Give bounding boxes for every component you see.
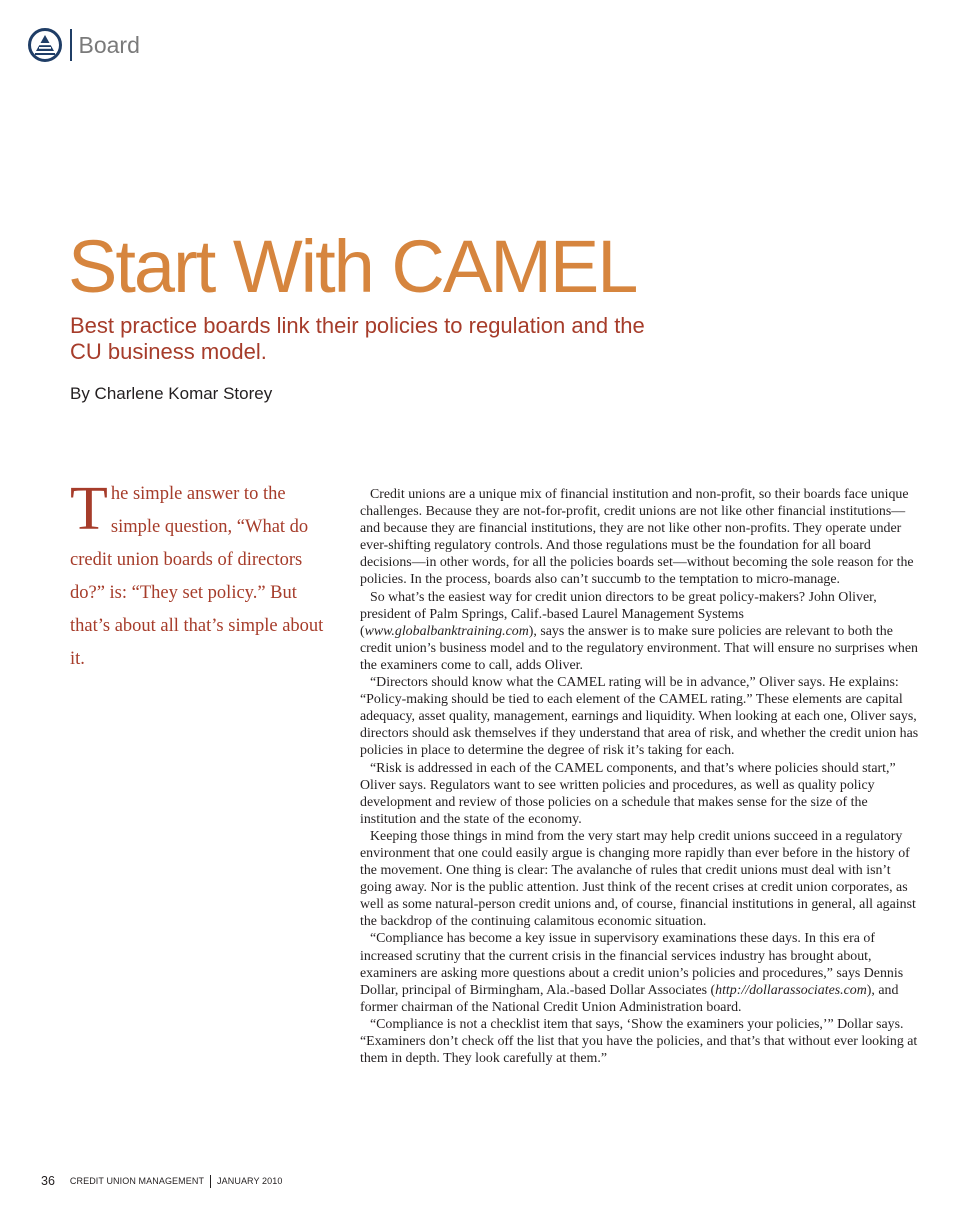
article-title: Start With CAMEL (68, 225, 637, 308)
section-label: Board (78, 31, 140, 58)
footer-divider (210, 1175, 211, 1188)
body-paragraph: “Compliance is not a checklist item that says, ‘Show the examiners your policies,’” Dollar says. “Examiners don’t check off the list that you have the policies, and that’s that without ever looking at them in depth. They look carefully at them.” (360, 1016, 918, 1067)
body-paragraph: Keeping those things in mind from the very start may help credit unions succeed in a regulatory environment that one could easily argue is changing more rapidly than ever before in the history of the movement. One thing is clear: The avalanche of rules that credit unions must deal with isn’t going away. Nor is the public attention. Just think of the recent crises at credit union corporates, as well as some natural-person credit unions and, of course, financial institutions in general, all against the backdrop of the continuing calamitous economic situation. (360, 828, 916, 930)
body-paragraph: “Compliance has become a key issue in supervisory examinations these days. In this era of increased scrutiny that the current crisis in the financial services industry has brought about, examiners are asking more questions about a credit union’s policies and procedures,” says Dennis Dollar, principal of Birmingham, Ala.-based Dollar Associates (http://dollarassociates.com), and former chairman of the National Credit Union Administration board. (360, 931, 904, 1015)
body-paragraph: “Directors should know what the CAMEL rating will be in advance,” Oliver says. He explains: “Policy-making should be tied to each element of the CAMEL rating.” These elements are capital adequacy, asset quality, management, earnings and liquidity. When looking at each one, Oliver says, directors should ask themselves if they understand that area of risk, and whether the credit union has policies in place to determine the degree of risk it’s taking for each. (360, 675, 919, 759)
issue-date: JANUARY 2010 (217, 1176, 283, 1186)
header-divider (70, 29, 72, 61)
cu-management-logo-icon (27, 27, 63, 63)
pull-quote (70, 475, 338, 676)
body-paragraph: Credit unions are a unique mix of financial institution and non-profit, so their boards face unique challenges. Because they are not-for-profit, credit unions are not like other financial institutions—and because they are financial institutions, they are not like other non-profits. They operate under ever-shifting regulatory controls. And those regulations must be the foundation for all board decisions—in other words, for all the policies boards set—without becoming the sole reason for the policies. In the process, boards also can’t succumb to the temptation to micro-manage. (360, 487, 914, 588)
drop-cap: T (70, 475, 108, 543)
pull-quote-text: he simple answer to the simple question, “What do credit union boards of directors do?” is: “They set policy.” But that’s about all that’s simple about it. (70, 484, 324, 669)
page-number: 36 (41, 1174, 55, 1188)
website-link: www.globalbanktraining.com (364, 623, 529, 639)
article-byline: By Charlene Komar Storey (70, 384, 273, 403)
page-footer (41, 1174, 282, 1188)
website-link: http://dollarassociates.com (715, 982, 867, 998)
body-paragraph: “Risk is addressed in each of the CAMEL components, and that’s where policies should start,” Oliver says. Regulators want to see written policies and procedures, as well as quality policy development and review of those policies on a schedule that makes sense for the size of the institution and the state of the economy. (360, 760, 896, 827)
article-body (360, 486, 920, 1067)
page-header (27, 27, 140, 63)
body-paragraph: So what’s the easiest way for credit union directors to be great policy-makers? John Oliver, president of Palm Springs, Calif.-based Laurel Management Systems (www.globalbanktraining.com), says the answer is to make sure policies are relevant to both the credit union’s business model and to the regulatory environment. That will ensure no surprises when the examiners come to call, adds Oliver. (360, 589, 918, 673)
publication-name: CREDIT UNION MANAGEMENT (69, 1176, 205, 1186)
article-subtitle: Best practice boards link their policies to regulation and the CU business model. (70, 313, 645, 364)
